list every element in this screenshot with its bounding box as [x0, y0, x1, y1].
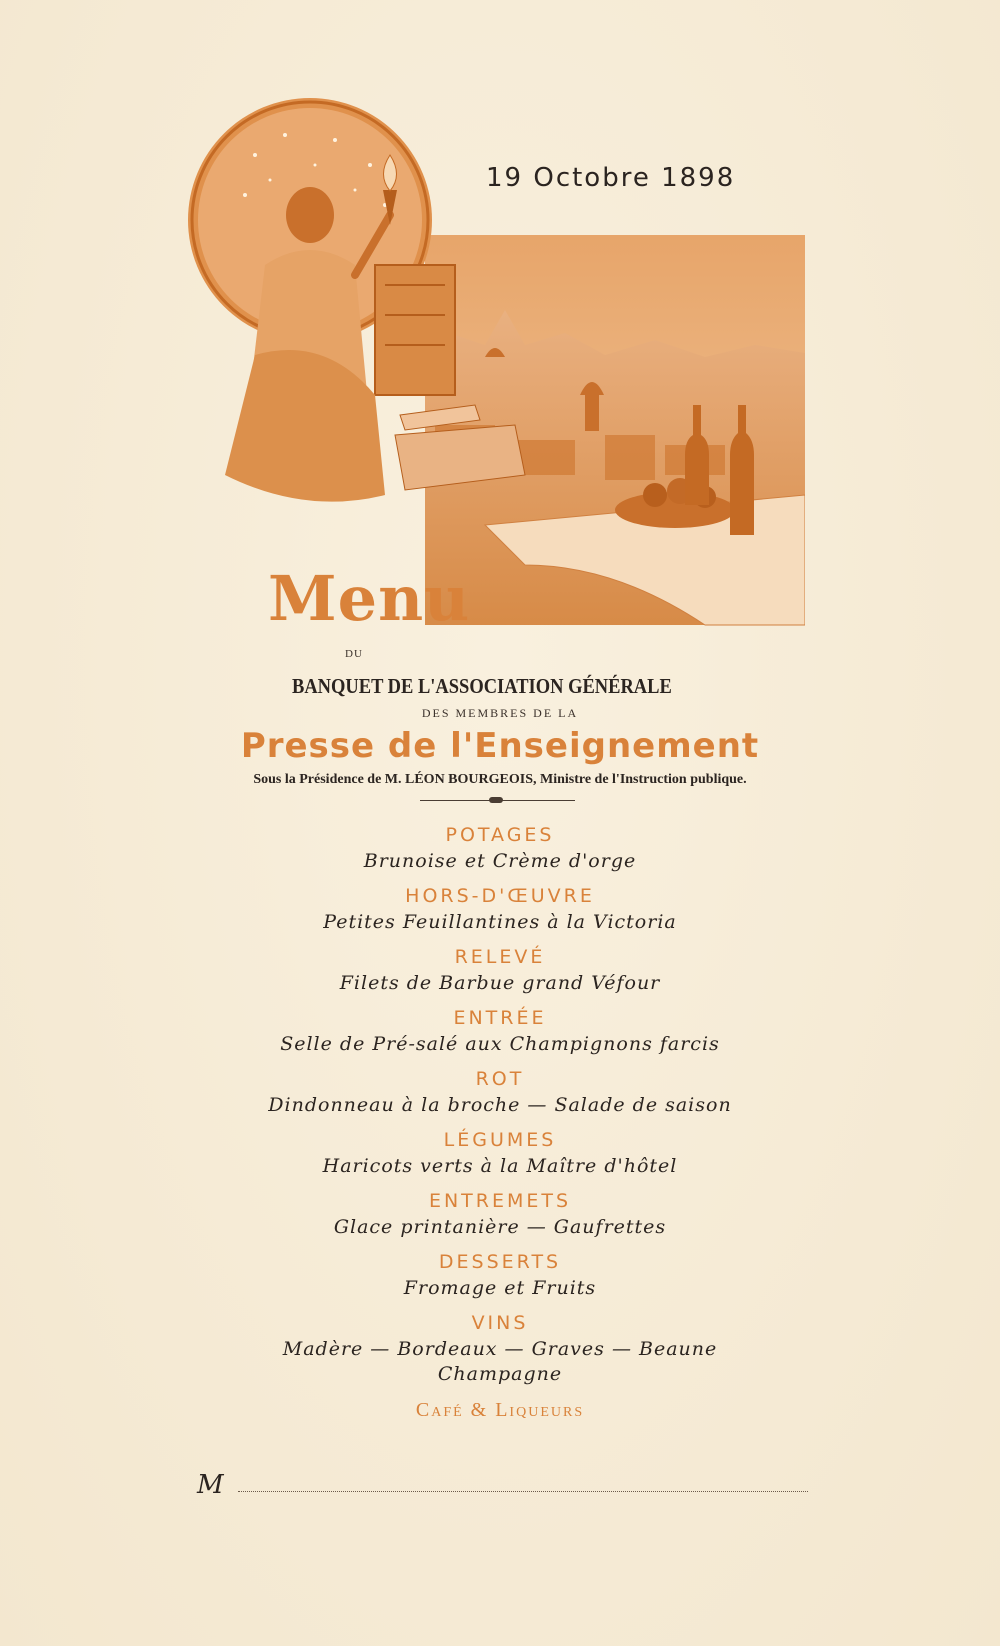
course-name: ENTRÉE	[453, 1007, 547, 1029]
course-name: RELEVÉ	[454, 946, 546, 968]
course-rot	[0, 1066, 1000, 1127]
course-dish: Brunoise et Crème d'orge	[363, 850, 637, 872]
du-label: DU	[345, 648, 363, 660]
guest-name-line	[238, 1491, 808, 1492]
course-entremets	[0, 1188, 1000, 1249]
course-potages	[0, 822, 1000, 883]
course-name: POTAGES	[445, 824, 555, 846]
course-name: LÉGUMES	[443, 1129, 557, 1151]
course-desserts	[0, 1249, 1000, 1310]
course-dish: Petites Feuillantines à la Victoria	[323, 911, 677, 933]
course-dish: Selle de Pré-salé aux Champignons farcis	[280, 1033, 720, 1055]
course-name: DESSERTS	[438, 1251, 562, 1273]
ornament-dot	[489, 797, 503, 803]
course-dish: Dindonneau à la broche — Salade de saison	[268, 1094, 732, 1116]
course-entree	[0, 1005, 1000, 1066]
date-line: 19 Octobre 1898	[486, 163, 736, 193]
course-hors-doeuvre	[0, 883, 1000, 944]
guest-name-label: M	[197, 1470, 224, 1500]
course-name: HORS-D'ŒUVRE	[405, 885, 595, 907]
menu-title: Menu	[268, 562, 471, 635]
course-legumes	[0, 1127, 1000, 1188]
cafe-liqueurs: Café & Liqueurs	[415, 1399, 585, 1421]
presidence-line: Sous la Présidence de M. LÉON BOURGEOIS, Ministre de l'Instruction publique.	[253, 772, 747, 787]
course-list	[0, 822, 1000, 1385]
course-vins	[0, 1310, 1000, 1385]
course-dish-second-line: Champagne	[437, 1363, 563, 1385]
course-dish: Madère — Bordeaux — Graves — Beaune	[282, 1338, 718, 1360]
course-dish: Glace printanière — Gaufrettes	[333, 1216, 667, 1238]
course-dish: Fromage et Fruits	[403, 1277, 597, 1299]
course-dish: Filets de Barbue grand Véfour	[339, 972, 661, 994]
membres-line: DES MEMBRES DE LA	[421, 706, 579, 720]
course-dish: Haricots verts à la Maître d'hôtel	[322, 1155, 678, 1177]
course-releve	[0, 944, 1000, 1005]
course-name: ROT	[475, 1068, 525, 1090]
presse-heading: Presse de l'Enseignement	[240, 726, 760, 766]
banquet-heading: BANQUET DE L'ASSOCIATION GÉNÉRALE	[292, 674, 672, 698]
course-name: VINS	[471, 1312, 529, 1334]
course-name: ENTREMETS	[428, 1190, 572, 1212]
